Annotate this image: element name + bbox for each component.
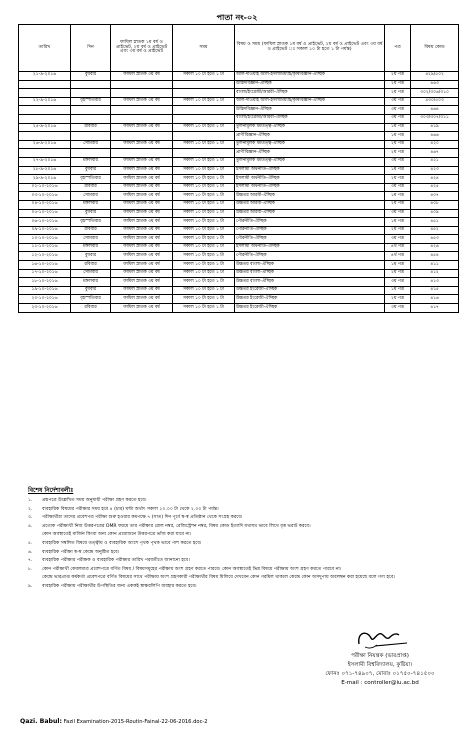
note-item bbox=[28, 566, 448, 575]
note-text: ব্যবহারিক সম্বলিত বিষয়ে তত্ত্বীয় ও ব্যবহারিক অংশে পৃথক পৃথক ভাবে পাশ করতে হবে। bbox=[42, 540, 202, 546]
note-text: কোন অবস্থাতেই মার্জিন কিংবা অন্য কোন প্রয়োজনে উত্তরপত্রে ভাঁজ করা যাবে না। bbox=[42, 532, 192, 538]
cell-date: ০৪-১০-২০১৬ bbox=[19, 200, 71, 209]
cell-group: ফাযিল স্নাতক ৩য় বর্ষ bbox=[111, 157, 173, 166]
cell-group bbox=[111, 89, 173, 98]
cell-group: ফাযিল স্নাতক ৩য় বর্ষ bbox=[111, 226, 173, 235]
cell-group: ফাযিল স্নাতক ৩য় বর্ষ bbox=[111, 123, 173, 132]
cell-subject: উচ্চতর ইংরেজী-ঐচ্ছিক bbox=[235, 295, 385, 304]
cell-time: সকাল ১০ টা হতে ১ টা bbox=[173, 166, 235, 175]
cell-group: ফাযিল স্নাতক ৩য় বর্ষ bbox=[111, 72, 173, 81]
cell-time: সকাল ১০ টা হতে ১ টা bbox=[173, 295, 235, 304]
cell-subject: ইসলামী অর্থনীতি-ঐচ্ছিক bbox=[235, 183, 385, 192]
cell-code: ৪১৭ bbox=[411, 304, 459, 313]
table-row bbox=[19, 140, 459, 149]
cell-day: বুধবার bbox=[71, 252, 111, 261]
cell-code: ৪২৫ bbox=[411, 183, 459, 192]
cell-date: ২৩-১০-২০১৬ bbox=[19, 304, 71, 313]
cell-subject: পৌরনীতি-ঐচ্ছিক bbox=[235, 226, 385, 235]
header-date: তারিখ bbox=[19, 25, 71, 72]
cell-subject: উচ্চতর বাংলা-ঐচ্ছিক bbox=[235, 261, 385, 270]
cell-group: ফাযিল স্নাতক ৩য় বর্ষ bbox=[111, 140, 173, 149]
exam-schedule-table bbox=[18, 24, 459, 313]
cell-paper: ২য় পত্র bbox=[385, 149, 411, 158]
cell-paper: ৩য় পত্র bbox=[385, 209, 411, 218]
note-item bbox=[28, 514, 448, 523]
cell-time: সকাল ১০ টা হতে ১ টা bbox=[173, 200, 235, 209]
table-row bbox=[19, 157, 459, 166]
cell-subject: ইসলামী অর্থনীতি-ঐচ্ছিক bbox=[235, 175, 385, 184]
cell-group bbox=[111, 132, 173, 141]
cell-paper: ১ম পত্র bbox=[385, 218, 411, 227]
cell-paper: ২য় পত্র bbox=[385, 200, 411, 209]
cell-paper: ২য় পত্র bbox=[385, 269, 411, 278]
cell-group: ফাযিল স্নাতক ৩য় বর্ষ bbox=[111, 295, 173, 304]
note-number: ৭. bbox=[28, 558, 33, 564]
cell-group: ফাযিল স্নাতক ৩য় বর্ষ bbox=[111, 243, 173, 252]
cell-time: সকাল ১০ টা হতে ১ টা bbox=[173, 183, 235, 192]
table-row bbox=[19, 200, 459, 209]
cell-code: ৪১৫ bbox=[411, 286, 459, 295]
cell-subject: উদ্ভিদবিজ্ঞান-ঐচ্ছিক bbox=[235, 80, 385, 89]
cell-code: ৪১৩ bbox=[411, 278, 459, 287]
note-item bbox=[28, 549, 448, 558]
cell-day: সোমবার bbox=[71, 235, 111, 244]
cell-code: ৪০৭ bbox=[411, 192, 459, 201]
cell-group bbox=[111, 106, 173, 115]
note-number: ৩. bbox=[28, 515, 33, 521]
table-row bbox=[19, 89, 459, 98]
table-row bbox=[19, 286, 459, 295]
cell-paper: ৪র্থ পত্র bbox=[385, 252, 411, 261]
cell-code: ৪১২ bbox=[411, 269, 459, 278]
cell-date: ২৫-৯-২০১৬ bbox=[19, 123, 71, 132]
table-row bbox=[19, 175, 459, 184]
cell-subject: তুলনামূলক ধর্মতত্ত্ব-ঐচ্ছিক bbox=[235, 140, 385, 149]
cell-date: ২৮-৯-২০১৬ bbox=[19, 166, 71, 175]
cell-day bbox=[71, 89, 111, 98]
note-text: প্রশ্নপত্রে উল্লেখিত সময় অনুযায়ী পরীক্ষা গ্রহণ করতে হবে। bbox=[42, 498, 147, 503]
cell-time: সকাল ১০ টা হতে ১ টা bbox=[173, 72, 235, 81]
cell-time: সকাল ১০ টা হতে ১ টা bbox=[173, 140, 235, 149]
cell-group: ফাযিল স্নাতক ৩য় বর্ষ bbox=[111, 175, 173, 184]
cell-group: ফাযিল স্নাতক ৩য় বর্ষ bbox=[111, 235, 173, 244]
cell-day bbox=[71, 80, 111, 89]
cell-time: সকাল ১০ টা হতে ১ টা bbox=[173, 123, 235, 132]
note-text: কেন্দ্রে ভারপ্রাপ্ত কর্মকর্তা প্রবেশপত্রে বর্ণিত বিষয়ের সাথে পরীক্ষায় অংশ গ্রহণকারী পরীক্ষার্থীর বিষয় মিলিয়ে দেখবেন কোন গরমিল থাকলে কেন্দ্রে কোন অসদুপায় অবলম্বন করা হয়েছে বলে গণ্য হবে। bbox=[42, 575, 395, 581]
cell-code: ৪৩০/৫০৩ bbox=[411, 97, 459, 106]
cell-time bbox=[173, 106, 235, 115]
note-number: ২. bbox=[28, 506, 33, 512]
table-row bbox=[19, 80, 459, 89]
cell-date: ২৬-৯-২০১৬ bbox=[19, 140, 71, 149]
cell-day bbox=[71, 132, 111, 141]
cell-group: ফাযিল স্নাতক ৩য় বর্ষ bbox=[111, 97, 173, 106]
cell-time bbox=[173, 149, 235, 158]
cell-subject: প্রাণীবিজ্ঞান-ঐচ্ছিক bbox=[235, 149, 385, 158]
table-row bbox=[19, 166, 459, 175]
cell-code: ৪৬৭ bbox=[411, 149, 459, 158]
cell-code: ৪২৬ bbox=[411, 243, 459, 252]
note-text: ব্যবহারিক পরীক্ষায় পরীক্ষার্থীর উপস্থিতির জন্য এককই স্বাক্ষরলিপি ব্যবহার করতে হবে। bbox=[42, 583, 197, 589]
cell-day: রবিবার bbox=[71, 123, 111, 132]
cell-subject: উচ্চতর বাংলা-ঐচ্ছিক bbox=[235, 278, 385, 287]
cell-date: ২২-৯-২০১৬ bbox=[19, 97, 71, 106]
cell-paper: ২য় পত্র bbox=[385, 295, 411, 304]
cell-subject: তুলনামূলক ধর্মতত্ত্ব-ঐচ্ছিক bbox=[235, 123, 385, 132]
cell-date: ১১-১০-২০১৬ bbox=[19, 243, 71, 252]
cell-paper: ২য় পত্র bbox=[385, 72, 411, 81]
cell-day: মঙ্গলবার bbox=[71, 200, 111, 209]
cell-code: ৪২০ bbox=[411, 140, 459, 149]
cell-day bbox=[71, 114, 111, 123]
cell-code: ৪১১ bbox=[411, 261, 459, 270]
cell-day bbox=[71, 149, 111, 158]
cell-paper: ২য় পত্র bbox=[385, 89, 411, 98]
cell-code: ৪৬৩ bbox=[411, 80, 459, 89]
note-item bbox=[28, 506, 448, 515]
cell-subject: পৌরনীতি-ঐচ্ছিক bbox=[235, 235, 385, 244]
cell-time bbox=[173, 114, 235, 123]
cell-time: সকাল ১০ টা হতে ১ টা bbox=[173, 218, 235, 227]
cell-group: ফাযিল স্নাতক ৩য় বর্ষ bbox=[111, 278, 173, 287]
cell-code: ৪০৮ bbox=[411, 200, 459, 209]
cell-subject: উচ্চতর ইংরেজী-ঐচ্ছিক bbox=[235, 286, 385, 295]
cell-paper: ২য় পত্র bbox=[385, 175, 411, 184]
cell-group: ফাযিল স্নাতক ৩য় বর্ষ bbox=[111, 192, 173, 201]
cell-paper: ৩য় পত্র bbox=[385, 183, 411, 192]
signature-institution: ইসলামী বিশ্ববিদ্যালয়, কুষ্টিয়া। bbox=[347, 662, 413, 668]
cell-subject: পৌরনীতি-ঐচ্ছিক bbox=[235, 252, 385, 261]
cell-code: ৪৫১ bbox=[411, 218, 459, 227]
cell-group: ফাযিল স্নাতক ৩য় বর্ষ bbox=[111, 269, 173, 278]
cell-day: বুধবার bbox=[71, 166, 111, 175]
note-text: কোন পরীক্ষার্থী কেবলমাত্র প্রবেশপত্রে বর্ণিত বিষয় / বিষয়সমূহের পরীক্ষায় অংশ গ্রহণ করতে পারবে। কোন অবস্থাতেই ভিন্ন বিষয়ে পরীক্ষায় অংশ গ্রহণ করতে পারবে না। bbox=[42, 566, 342, 572]
cell-code: ৪১৯ bbox=[411, 123, 459, 132]
table-row bbox=[19, 226, 459, 235]
cell-subject: প্রাণীবিজ্ঞান-ঐচ্ছিক bbox=[235, 132, 385, 141]
cell-subject: উচ্চতর আরবী-ঐচ্ছিক bbox=[235, 192, 385, 201]
cell-paper: ৪র্থ পত্র bbox=[385, 243, 411, 252]
table-row bbox=[19, 261, 459, 270]
cell-day: বুধবার bbox=[71, 72, 111, 81]
table-row bbox=[19, 106, 459, 115]
cell-subject: উচ্চতর ইংরেজী-ঐচ্ছিক bbox=[235, 304, 385, 313]
cell-subject: উচ্চতর আরবী-ঐচ্ছিক bbox=[235, 200, 385, 209]
note-number: ৪. bbox=[28, 523, 33, 529]
cell-date bbox=[19, 114, 71, 123]
cell-time: সকাল ১০ টা হতে ১ টা bbox=[173, 175, 235, 184]
header-day: দিন bbox=[71, 25, 111, 72]
note-number bbox=[28, 574, 42, 583]
table-row bbox=[19, 269, 459, 278]
note-item bbox=[28, 497, 448, 506]
table-row bbox=[19, 123, 459, 132]
cell-date: ২০-১০-২০১৬ bbox=[19, 295, 71, 304]
cell-paper: ২য় পত্র bbox=[385, 140, 411, 149]
note-number: ৮. bbox=[28, 566, 33, 572]
cell-date: ১৭-১০-২০১৬ bbox=[19, 269, 71, 278]
note-item bbox=[28, 557, 448, 566]
table-row bbox=[19, 183, 459, 192]
cell-paper: ১ম পত্র bbox=[385, 166, 411, 175]
cell-subject: ইসলামী অর্থনীতি-ঐচ্ছিক bbox=[235, 166, 385, 175]
cell-group: ফাযিল স্নাতক ৩য় বর্ষ bbox=[111, 252, 173, 261]
cell-date: ১৯-১০-২০১৬ bbox=[19, 286, 71, 295]
cell-date bbox=[19, 80, 71, 89]
table-row bbox=[19, 295, 459, 304]
cell-day: বৃহস্পতিবার bbox=[71, 218, 111, 227]
signature-title: পরীক্ষা নিয়ন্ত্রক (ভারপ্রাপ্ত) bbox=[351, 653, 409, 659]
cell-time: সকাল ১০ টা হতে ১ টা bbox=[173, 235, 235, 244]
cell-group: ফাযিল স্নাতক ৩য় বর্ষ bbox=[111, 183, 173, 192]
cell-day: বৃহস্পতিবার bbox=[71, 175, 111, 184]
cell-group: ফাযিল স্নাতক ৩য় বর্ষ bbox=[111, 286, 173, 295]
cell-subject: আল-দাওয়াহ আল-ইসলামিয়্যাহ/কৃষিবিজ্ঞান-ঐচ্ছিক bbox=[235, 72, 385, 81]
cell-day: বৃহস্পতিবার bbox=[71, 295, 111, 304]
notes-list bbox=[28, 497, 448, 592]
cell-time: সকাল ১০ টা হতে ১ টা bbox=[173, 252, 235, 261]
header-group: ফাযিল স্নাতক ১ম বর্ষ ও প্রাইভেট, ২য় বর্ষ ও প্রাইভেট এবং ৩য় বর্ষ ও প্রাইভেট bbox=[111, 25, 173, 72]
cell-group: ফাযিল স্নাতক ৩য় বর্ষ bbox=[111, 209, 173, 218]
footer bbox=[20, 718, 208, 725]
cell-group: ফাযিল স্নাতক ৩য় বর্ষ bbox=[111, 304, 173, 313]
cell-time: সকাল ১০ টা হতে ১ টা bbox=[173, 226, 235, 235]
cell-day: সোমবার bbox=[71, 140, 111, 149]
cell-date: ১০-১০-২০১৬ bbox=[19, 235, 71, 244]
note-item bbox=[28, 531, 448, 540]
cell-paper: ১ম পত্র bbox=[385, 286, 411, 295]
table-row bbox=[19, 149, 459, 158]
signature-block bbox=[300, 626, 460, 688]
cell-day: বুধবার bbox=[71, 286, 111, 295]
table-header-row bbox=[19, 25, 459, 72]
cell-paper: ২য় পত্র bbox=[385, 80, 411, 89]
note-number: ৫. bbox=[28, 540, 33, 546]
note-text: ব্যবহারিক পরীক্ষার পরীক্ষক ও ব্যবহারিক পরীক্ষার তারিখ পরবর্তীতে জানানো হবে। bbox=[42, 558, 190, 564]
cell-time: সকাল ১০ টা হতে ১ টা bbox=[173, 278, 235, 287]
cell-date bbox=[19, 89, 71, 98]
table-row bbox=[19, 218, 459, 227]
cell-code: ৪২৯/৫০২ bbox=[411, 72, 459, 81]
cell-date bbox=[19, 149, 71, 158]
cell-time bbox=[173, 80, 235, 89]
table-row bbox=[19, 132, 459, 141]
cell-time: সকাল ১০ টা হতে ১ টা bbox=[173, 209, 235, 218]
cell-time: সকাল ১০ টা হতে ১ টা bbox=[173, 97, 235, 106]
cell-day: রবিবার bbox=[71, 261, 111, 270]
notes-title: বিশেষ নির্দেশাবলীঃ bbox=[28, 487, 74, 494]
cell-day: সোমবার bbox=[71, 192, 111, 201]
cell-paper: ৩য় পত্র bbox=[385, 97, 411, 106]
cell-time: সকাল ১০ টা হতে ১ টা bbox=[173, 269, 235, 278]
signature-email: E-mail : controller@iu.ac.bd bbox=[341, 680, 419, 686]
cell-day bbox=[71, 106, 111, 115]
cell-paper: ৩য় পত্র bbox=[385, 235, 411, 244]
cell-day: সোমবার bbox=[71, 269, 111, 278]
cell-code: ৪৫২ bbox=[411, 226, 459, 235]
table-row bbox=[19, 192, 459, 201]
table-row bbox=[19, 72, 459, 81]
signature-mark bbox=[345, 626, 415, 652]
cell-day: বৃহস্পতিবার bbox=[71, 97, 111, 106]
cell-day: রবিবার bbox=[71, 304, 111, 313]
footer-filename: Fazil Examination-2015-Routin-Fainal-22-06-2016.doc-2 bbox=[63, 719, 208, 725]
note-text: ব্যবহারিক বিষয়ের পরীক্ষার সময় হবে ৪ (চার) ঘন্টা অর্থাৎ সকাল ১০.০০ টা থেকে ২.০০ টা পর্যন্ত। bbox=[42, 506, 219, 512]
table-row bbox=[19, 243, 459, 252]
cell-time bbox=[173, 132, 235, 141]
cell-code: ৩০২/৩০৬/৩১০ bbox=[411, 89, 459, 98]
cell-code: ৪৫৪ bbox=[411, 252, 459, 261]
signature-phone: ফোনঃ ০৭১-৭৪৯০৭, মোবাঃ ০১৭৫০-৭৪১৫০০ bbox=[325, 671, 435, 677]
cell-subject: উচ্চতর বাংলা-ঐচ্ছিক bbox=[235, 269, 385, 278]
note-item bbox=[28, 523, 448, 532]
cell-code: ৪৬৪ bbox=[411, 106, 459, 115]
cell-subject: বাংলা/ইংরেজী/আরবী-ঐচ্ছিক bbox=[235, 114, 385, 123]
cell-date: ২১-৯-২০১৬ bbox=[19, 72, 71, 81]
note-item bbox=[28, 574, 448, 583]
cell-paper: ১ম পত্র bbox=[385, 261, 411, 270]
cell-code: ৪৬৬ bbox=[411, 132, 459, 141]
cell-day: রবিবার bbox=[71, 183, 111, 192]
cell-paper: ১ম পত্র bbox=[385, 132, 411, 141]
cell-date: ০৯-১০-২০১৬ bbox=[19, 226, 71, 235]
cell-code: ৪২৪ bbox=[411, 175, 459, 184]
header-time: সময় bbox=[173, 25, 235, 72]
cell-day: মঙ্গলবার bbox=[71, 243, 111, 252]
cell-subject: আল-দাওয়াহ আল-ইসলামিয়্যাহ/কৃষিবিজ্ঞান-ঐচ্ছিক bbox=[235, 97, 385, 106]
header-code: বিষয় কোড bbox=[411, 25, 459, 72]
cell-group: ফাযিল স্নাতক ৩য় বর্ষ bbox=[111, 261, 173, 270]
cell-time: সকাল ১০ টা হতে ১ টা bbox=[173, 157, 235, 166]
cell-date: ১৮-১০-২০১৬ bbox=[19, 278, 71, 287]
cell-time: সকাল ১০ টা হতে ১ টা bbox=[173, 192, 235, 201]
cell-paper: ১ম পত্র bbox=[385, 123, 411, 132]
cell-code: ৪১৬ bbox=[411, 295, 459, 304]
cell-day: রবিবার bbox=[71, 226, 111, 235]
cell-subject: তুলনামূলক ধর্মতত্ত্ব-ঐচ্ছিক bbox=[235, 157, 385, 166]
note-item bbox=[28, 540, 448, 549]
cell-date: ০৬-১০-২০১৬ bbox=[19, 218, 71, 227]
note-number: ৯. bbox=[28, 583, 33, 589]
cell-subject: পৌরনীতি-ঐচ্ছিক bbox=[235, 218, 385, 227]
cell-day: বুধবার bbox=[71, 209, 111, 218]
cell-date: ১২-১০-২০১৬ bbox=[19, 252, 71, 261]
page-title: পাতা নং-০২ bbox=[216, 13, 258, 22]
cell-group bbox=[111, 80, 173, 89]
cell-time: সকাল ১০ টা হতে ১ টা bbox=[173, 261, 235, 270]
cell-time bbox=[173, 89, 235, 98]
note-text: ব্যবহারিক পরীক্ষা স্ব-স্ব কেন্দ্রে অনুষ্ঠিত হবে। bbox=[42, 549, 120, 555]
cell-time: সকাল ১০ টা হতে ১ টা bbox=[173, 286, 235, 295]
cell-paper: ২য় পত্র bbox=[385, 226, 411, 235]
table-row bbox=[19, 235, 459, 244]
header-paper: পত্র bbox=[385, 25, 411, 72]
cell-subject: উচ্চতর আরবী-ঐচ্ছিক bbox=[235, 209, 385, 218]
table-row bbox=[19, 252, 459, 261]
cell-group bbox=[111, 149, 173, 158]
table-row bbox=[19, 209, 459, 218]
cell-date: ০৩-১০-২০১৬ bbox=[19, 192, 71, 201]
cell-date: ০২-১০-২০১৬ bbox=[19, 183, 71, 192]
table-row bbox=[19, 114, 459, 123]
cell-paper: ১ম পত্র bbox=[385, 192, 411, 201]
note-number: ১. bbox=[28, 498, 33, 503]
cell-paper: ৩য় পত্র bbox=[385, 278, 411, 287]
cell-time: সকাল ১০ টা হতে ১ টা bbox=[173, 243, 235, 252]
note-text: প্রত্যেক পরীক্ষার্থী নিজ উত্তরপত্রের OMR ফরমে তার পরীক্ষার রোল নম্বর, রেজিস্ট্রেশন নম্বর, বিষয় কোড ইত্যাদি যথাযথ ভাবে লিখে বৃত্ত ভরাট করবে। bbox=[42, 523, 311, 529]
cell-code: ৪৫৩ bbox=[411, 235, 459, 244]
table-row bbox=[19, 304, 459, 313]
note-number bbox=[28, 531, 42, 540]
cell-day: মঙ্গলবার bbox=[71, 157, 111, 166]
note-number: ৬. bbox=[28, 549, 33, 555]
footer-author: Qazi. Babul: bbox=[20, 718, 62, 725]
cell-code: ৪২৩ bbox=[411, 166, 459, 175]
cell-group: ফাযিল স্নাতক ৩য় বর্ষ bbox=[111, 200, 173, 209]
cell-subject: ইসলামী অর্থনীতি-ঐচ্ছিক bbox=[235, 243, 385, 252]
cell-paper: ৩য় পত্র bbox=[385, 106, 411, 115]
cell-group: ফাযিল স্নাতক ৩য় বর্ষ bbox=[111, 218, 173, 227]
cell-subject: বাংলা/ইংরেজী/আরবী-ঐচ্ছিক bbox=[235, 89, 385, 98]
cell-code: ৩০৩/৩০৭/৩১১ bbox=[411, 114, 459, 123]
cell-code: ৪২১ bbox=[411, 157, 459, 166]
cell-paper: ৩য় পত্র bbox=[385, 304, 411, 313]
table-row bbox=[19, 278, 459, 287]
cell-paper: ৩য় পত্র bbox=[385, 114, 411, 123]
cell-group: ফাযিল স্নাতক ৩য় বর্ষ bbox=[111, 166, 173, 175]
cell-date: ২৯-৯-২০১৬ bbox=[19, 175, 71, 184]
cell-date: ১৬-১০-২০১৬ bbox=[19, 261, 71, 270]
header-subject: বিষয় ও সময় (ফাযিল স্নাতক ১ম বর্ষ ও প্রাইভেট, ২য় বর্ষ ও প্রাইভেট এবং ৩য় বর্ষ ও প্রাইভেট ঃ সকাল ১০ টা হতে ১ টা পর্যন্ত) bbox=[235, 25, 385, 72]
cell-paper: ৩য় পত্র bbox=[385, 157, 411, 166]
cell-date: ০৫-১০-২০১৬ bbox=[19, 209, 71, 218]
cell-time: সকাল ১০ টা হতে ১ টা bbox=[173, 304, 235, 313]
cell-day: মঙ্গলবার bbox=[71, 278, 111, 287]
cell-date bbox=[19, 132, 71, 141]
note-item bbox=[28, 583, 448, 592]
note-text: পরীক্ষার্থীরা তাদের প্রবেশপত্র পরীক্ষা শুরু হওয়ার কমপক্ষে ৭ (সাত) দিন পূর্বে স্ব-স্ব প্রতিষ্ঠান থেকে সংগ্রহ করবে। bbox=[42, 515, 243, 521]
table-row bbox=[19, 97, 459, 106]
cell-subject: উদ্ভিদবিজ্ঞান-ঐচ্ছিক bbox=[235, 106, 385, 115]
cell-date bbox=[19, 106, 71, 115]
cell-code: ৪০৯ bbox=[411, 209, 459, 218]
cell-group bbox=[111, 114, 173, 123]
cell-date: ২৭-৯-২০১৬ bbox=[19, 157, 71, 166]
